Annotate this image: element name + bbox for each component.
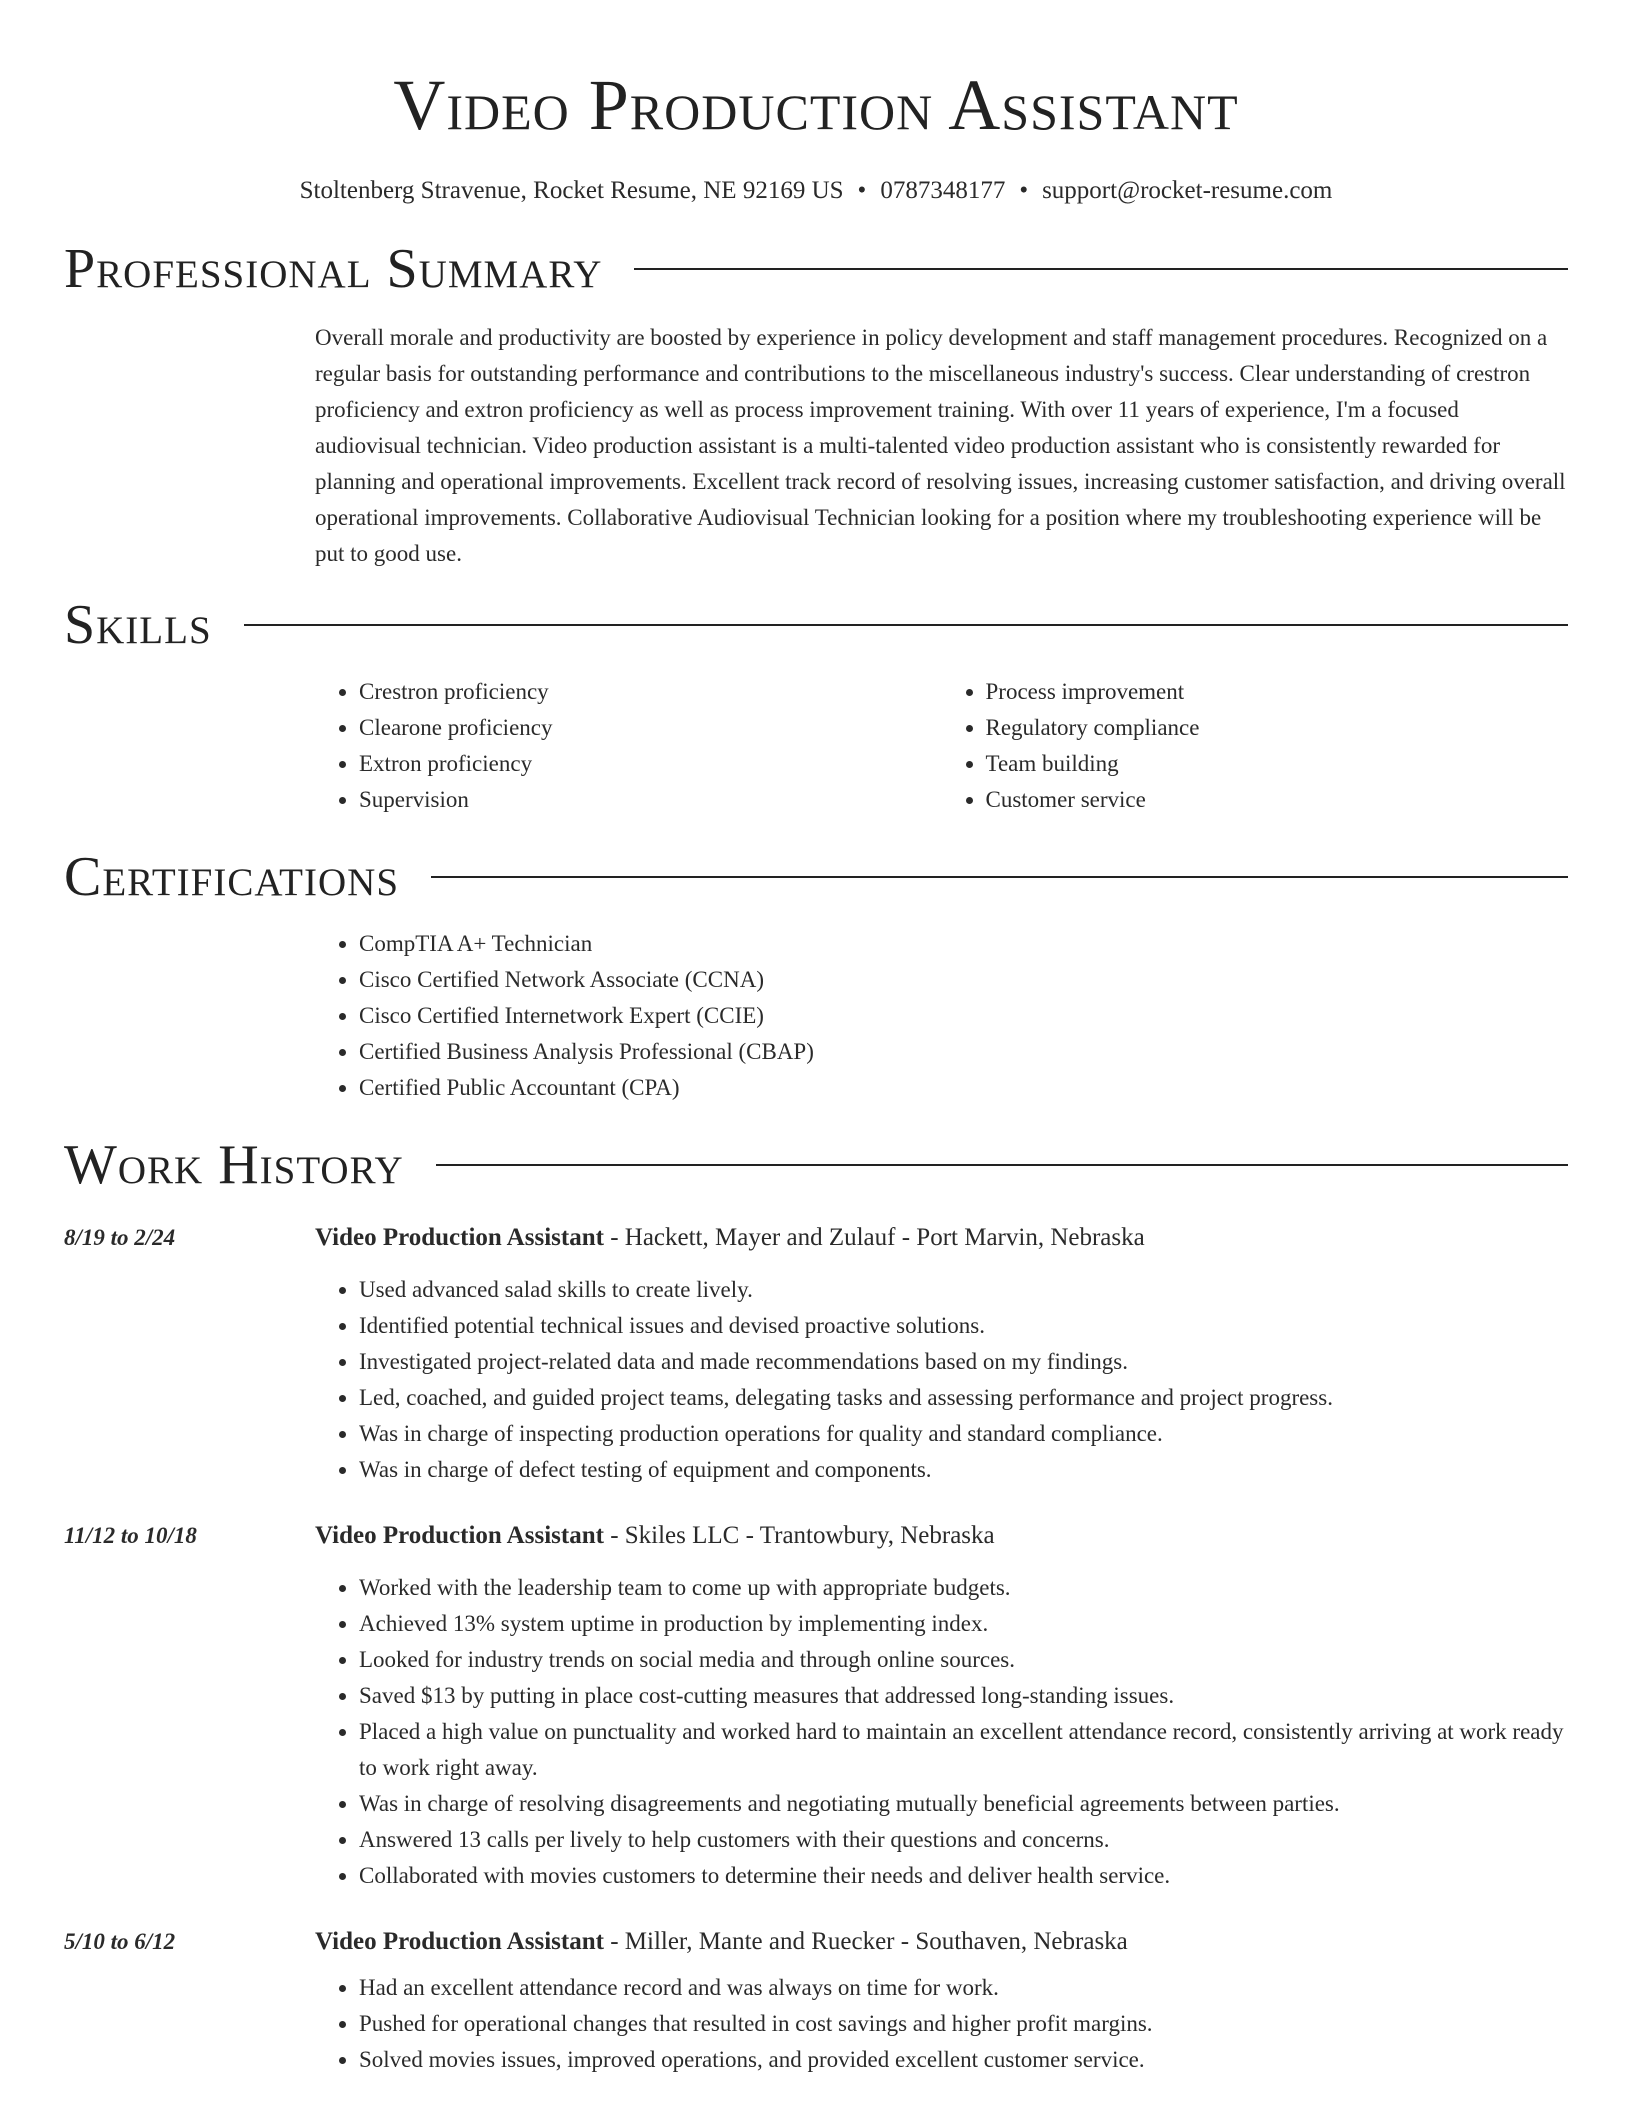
summary-section-header (64, 236, 1568, 302)
job-bullet: • Was in charge of inspecting production operations for quality and standard compliance. (359, 1416, 1568, 1452)
certification-item: • Certified Business Analysis Professional (CBAP) (359, 1034, 1568, 1070)
job-bullet: • Answered 13 calls per lively to help customers with their questions and concerns. (359, 1822, 1568, 1858)
section-divider (436, 1164, 1568, 1166)
skills-column-left (315, 674, 942, 818)
contact-address: Stoltenberg Stravenue, Rocket Resume, NE 92169 US (299, 177, 844, 204)
skill-item: • Crestron proficiency (359, 674, 942, 710)
skill-item: • Supervision (359, 782, 942, 818)
job-title: Video Production Assistant (315, 1522, 604, 1549)
job-title-line (315, 1220, 1568, 1256)
skill-item: • Regulatory compliance (986, 710, 1569, 746)
job-dates: 8/19 to 2/24 (64, 1225, 176, 1250)
section-divider (244, 624, 1568, 626)
contact-email: support@rocket-resume.com (1042, 177, 1333, 204)
job-entry (64, 1518, 1568, 1894)
job-bullet: • Led, coached, and guided project teams, delegating tasks and assessing performance and project progress. (359, 1380, 1568, 1416)
job-title-line (315, 1924, 1568, 1960)
job-bullet: • Achieved 13% system uptime in production by implementing index. (359, 1606, 1568, 1642)
skill-item: • Extron proficiency (359, 746, 942, 782)
job-bullet: • Placed a high value on punctuality and worked hard to maintain an excellent attendance record, consistently arriving at work ready to work right away. (359, 1714, 1568, 1786)
section-divider (634, 268, 1568, 270)
certifications-list (315, 926, 1568, 1106)
job-bullet: • Collaborated with movies customers to determine their needs and deliver health service. (359, 1858, 1568, 1894)
skills-list (315, 674, 1568, 818)
summary-heading: Professional Summary (64, 238, 603, 300)
section-divider (431, 876, 1568, 878)
certification-item: • CompTIA A+ Technician (359, 926, 1568, 962)
job-title: Video Production Assistant (315, 1928, 604, 1955)
job-entry (64, 1220, 1568, 1488)
contact-line (64, 174, 1568, 208)
job-bullet: • Used advanced salad skills to create lively. (359, 1272, 1568, 1308)
skill-item: • Process improvement (986, 674, 1569, 710)
job-bullet: • Identified potential technical issues and devised proactive solutions. (359, 1308, 1568, 1344)
job-bullet: • Solved movies issues, improved operations, and provided excellent customer service. (359, 2042, 1568, 2078)
certifications-heading: Certifications (64, 846, 400, 908)
job-bullet: • Had an excellent attendance record and was always on time for work. (359, 1970, 1568, 2006)
skills-heading: Skills (64, 594, 212, 656)
certification-item: • Cisco Certified Network Associate (CCNA) (359, 962, 1568, 998)
summary-text: Overall morale and productivity are boosted by experience in policy development and staff management procedures. Recognized on a regular basis for outstanding performance and contributions to the miscellaneous industry's success. Clear understanding of crestron proficiency and extron proficiency as well as process improvement training. With over 11 years of experience, I'm a focused audiovisual technician. Video production assistant is a multi-talented video production assistant who is consistently rewarded for planning and operational improvements. Excellent track record of resolving issues, increasing customer satisfaction, and driving overall operational improvements. Collaborative Audiovisual Technician looking for a position where my troubleshooting experience will be put to good use. (315, 325, 1566, 566)
job-bullets (315, 1970, 1568, 2078)
skill-item: • Team building (986, 746, 1569, 782)
job-title-line (315, 1518, 1568, 1554)
job-bullet: • Investigated project-related data and made recommendations based on my findings. (359, 1344, 1568, 1380)
skill-item: • Customer service (986, 782, 1569, 818)
job-dates: 11/12 to 10/18 (64, 1523, 197, 1548)
job-details (315, 1924, 1568, 2078)
job-bullet: • Pushed for operational changes that resulted in cost savings and higher profit margins. (359, 2006, 1568, 2042)
job-company-location: - Hackett, Mayer and Zulauf - Port Marvin, Nebraska (603, 1224, 1145, 1251)
resume-page (64, 0, 1568, 2078)
job-dates: 5/10 to 6/12 (64, 1929, 176, 1954)
certification-item: • Certified Public Accountant (CPA) (359, 1070, 1568, 1106)
job-bullet: • Was in charge of defect testing of equipment and components. (359, 1452, 1568, 1488)
work-history-heading: Work History (64, 1134, 404, 1196)
job-entry (64, 1924, 1568, 2078)
contact-separator: • (1019, 177, 1029, 204)
job-bullet: • Worked with the leadership team to come up with appropriate budgets. (359, 1570, 1568, 1606)
job-details (315, 1220, 1568, 1488)
contact-separator: • (857, 177, 867, 204)
skill-item: • Clearone proficiency (359, 710, 942, 746)
certifications-section-header (64, 844, 1568, 910)
job-bullet: • Looked for industry trends on social media and through online sources. (359, 1642, 1568, 1678)
job-bullet: • Was in charge of resolving disagreements and negotiating mutually beneficial agreements between parties. (359, 1786, 1568, 1822)
job-bullet: • Saved $13 by putting in place cost-cutting measures that addressed long-standing issues. (359, 1678, 1568, 1714)
job-bullets (315, 1272, 1568, 1488)
contact-phone: 0787348177 (880, 177, 1006, 204)
job-company-location: - Miller, Mante and Ruecker - Southaven, Nebraska (603, 1928, 1128, 1955)
certification-item: • Cisco Certified Internetwork Expert (CCIE) (359, 998, 1568, 1034)
job-bullets (315, 1570, 1568, 1894)
skills-column-right (942, 674, 1569, 818)
skills-section-header (64, 592, 1568, 658)
job-details (315, 1518, 1568, 1894)
job-title: Video Production Assistant (315, 1224, 604, 1251)
job-company-location: - Skiles LLC - Trantowbury, Nebraska (603, 1522, 995, 1549)
resume-name-title: Video Production Assistant (393, 65, 1239, 145)
work-history-section-header (64, 1132, 1568, 1198)
